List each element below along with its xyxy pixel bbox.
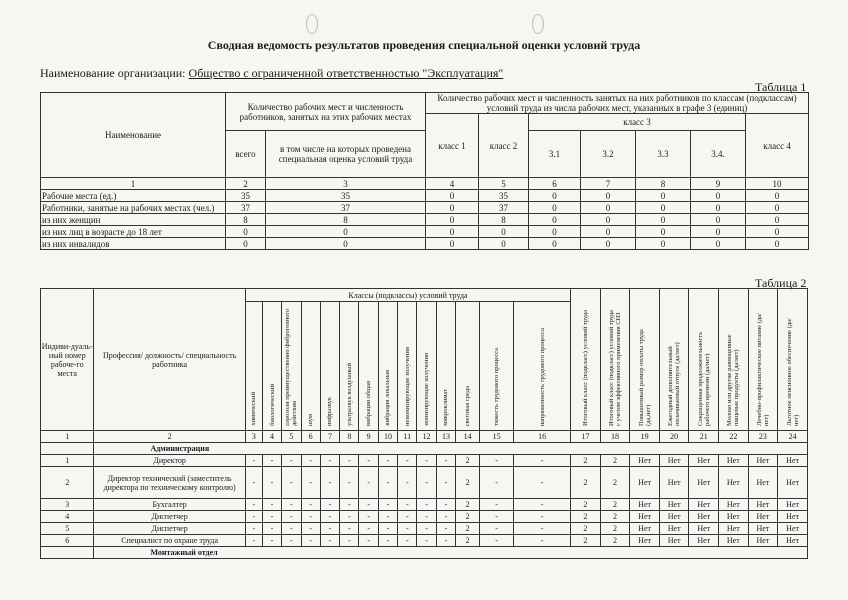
extra-value: Нет [748, 511, 778, 523]
profession-name: Бухгалтер [94, 499, 245, 511]
factor-value: - [480, 455, 514, 467]
factor-value: - [320, 511, 339, 523]
factor-value: - [398, 535, 417, 547]
factor-value: - [378, 511, 397, 523]
column-number: 9 [359, 431, 378, 443]
column-number: 6 [529, 178, 581, 190]
row-label: из них инвалидов [41, 238, 226, 250]
row-value: 0 [266, 238, 426, 250]
factor-value: - [514, 455, 571, 467]
factor-value: - [340, 535, 359, 547]
document-title: Сводная ведомость результатов проведения специальной оценки условий труда [207, 38, 641, 52]
row-value: 0 [529, 190, 581, 202]
factor-value: - [282, 511, 301, 523]
extra-value: 2 [600, 499, 630, 511]
extra-value: Нет [778, 511, 808, 523]
row-value: 0 [691, 214, 746, 226]
column-number: 17 [571, 431, 601, 443]
header-3-3: 3.3 [636, 131, 691, 178]
factor-value: - [359, 511, 378, 523]
column-number: 19 [630, 431, 660, 443]
row-value: 37 [226, 202, 266, 214]
factor-value: - [262, 535, 281, 547]
header-count: Количество рабочих мест и численность работников, занятых на этих рабочих местах [226, 93, 426, 131]
header-class4: класс 4 [746, 114, 809, 178]
factor-value: - [378, 499, 397, 511]
column-number: 18 [600, 431, 630, 443]
header-profession: Профессия/ должность/ специальность работника [94, 289, 245, 431]
table2-caption: Таблица 2 [755, 276, 807, 290]
factor-header: ионизирующие излучения [417, 302, 436, 431]
header-final-class: Итоговый класс (подкласс) условий труда [571, 289, 601, 431]
column-number: 8 [340, 431, 359, 443]
column-number: 7 [320, 431, 339, 443]
extra-value: Нет [719, 499, 749, 511]
extra-value: Нет [689, 455, 719, 467]
factor-value: - [378, 455, 397, 467]
row-value: 0 [529, 226, 581, 238]
row-value: 0 [636, 214, 691, 226]
factor-value: - [480, 511, 514, 523]
extra-value: Нет [630, 499, 660, 511]
factor-value: - [436, 467, 455, 499]
column-number: 20 [659, 431, 689, 443]
column-number: 22 [719, 431, 749, 443]
workplace-id: 6 [41, 535, 94, 547]
extra-value: Нет [719, 535, 749, 547]
factor-value: - [245, 535, 262, 547]
table-row [41, 455, 808, 467]
table-row [41, 523, 808, 535]
factor-value: - [245, 523, 262, 535]
factor-value: - [340, 455, 359, 467]
factor-value: - [245, 467, 262, 499]
row-label: Работники, занятые на рабочих местах (чел.) [41, 202, 226, 214]
factor-value: - [398, 455, 417, 467]
column-number: 15 [480, 431, 514, 443]
factor-value: - [301, 511, 320, 523]
column-number: 1 [41, 431, 94, 443]
factor-value: - [514, 511, 571, 523]
row-value: 0 [266, 226, 426, 238]
row-value: 0 [746, 238, 809, 250]
factor-value: - [480, 523, 514, 535]
workplaces-table [40, 288, 808, 559]
row-label: из них лиц в возрасте до 18 лет [41, 226, 226, 238]
row-value: 0 [691, 190, 746, 202]
factor-value: - [436, 455, 455, 467]
organization-name: Общество с ограниченной ответственностью "Эксплуатация" [188, 66, 504, 80]
factor-value: - [398, 523, 417, 535]
row-value: 0 [581, 226, 636, 238]
extra-value: Нет [748, 467, 778, 499]
factor-value: - [282, 535, 301, 547]
factor-value: - [514, 467, 571, 499]
profession-name: Диспетчер [94, 523, 245, 535]
extra-value: 2 [571, 455, 601, 467]
header-conditions-classes: Классы (подклассы) условий труда [245, 289, 570, 302]
table-row [41, 535, 808, 547]
column-number: 14 [456, 431, 480, 443]
factor-value: - [301, 467, 320, 499]
workplace-id: 2 [41, 467, 94, 499]
factor-value: - [359, 535, 378, 547]
column-number: 6 [301, 431, 320, 443]
workplace-id: 1 [41, 455, 94, 467]
row-value: 0 [636, 238, 691, 250]
table-row [41, 214, 809, 226]
extra-value: Нет [719, 511, 749, 523]
row-value: 0 [636, 202, 691, 214]
extra-value: Нет [689, 535, 719, 547]
factor-value: - [262, 523, 281, 535]
factor-value: - [359, 499, 378, 511]
factor-value: - [282, 499, 301, 511]
table-row [41, 467, 808, 499]
factor-value: - [282, 523, 301, 535]
column-number: 4 [426, 178, 479, 190]
header-milk: Молоко или другие равноценные пищевые продукты (да/нет) [719, 289, 749, 431]
factor-value: - [417, 499, 436, 511]
extra-value: 2 [571, 523, 601, 535]
factor-value: - [320, 523, 339, 535]
factor-value: - [436, 511, 455, 523]
workplace-id: 5 [41, 523, 94, 535]
summary-table [40, 92, 809, 250]
punch-holes [0, 14, 848, 34]
extra-value: Нет [748, 523, 778, 535]
factor-value: - [514, 499, 571, 511]
extra-value: Нет [659, 523, 689, 535]
extra-value: 2 [600, 511, 630, 523]
extra-value: Нет [719, 467, 749, 499]
section-title: Администрация [94, 443, 808, 455]
workplace-id: 4 [41, 511, 94, 523]
extra-value: Нет [630, 535, 660, 547]
extra-value: Нет [778, 523, 808, 535]
column-number: 7 [581, 178, 636, 190]
factor-value: - [398, 511, 417, 523]
row-value: 0 [691, 238, 746, 250]
extra-value: 2 [600, 523, 630, 535]
organization-line [40, 66, 503, 81]
header-total: всего [226, 131, 266, 178]
header-class3: класс 3 [529, 114, 746, 131]
column-number: 4 [262, 431, 281, 443]
column-number: 2 [94, 431, 245, 443]
extra-value: Нет [659, 511, 689, 523]
row-value: 35 [226, 190, 266, 202]
extra-value: Нет [689, 511, 719, 523]
extra-value: 2 [571, 467, 601, 499]
row-value: 0 [426, 238, 479, 250]
column-number: 8 [636, 178, 691, 190]
extra-value: Нет [778, 455, 808, 467]
header-class1: класс 1 [426, 114, 479, 178]
header-therapeutic-food: Лечебно-профилактическое питание (да/нет) [748, 289, 778, 431]
row-value: 0 [426, 202, 479, 214]
factor-header: напряженность трудового процесса [514, 302, 571, 431]
row-value: 0 [226, 238, 266, 250]
factor-value: - [301, 535, 320, 547]
header-3-4: 3.4. [691, 131, 746, 178]
table-row [41, 499, 808, 511]
factor-header: вибрация локальная [378, 302, 397, 431]
factor-value: - [262, 499, 281, 511]
extra-value: Нет [689, 467, 719, 499]
factor-value: - [417, 523, 436, 535]
header-name: Наименование [41, 93, 226, 178]
factor-header: ультразвук воздушный [340, 302, 359, 431]
factor-value: - [480, 467, 514, 499]
extra-value: Нет [778, 499, 808, 511]
header-classes: Количество рабочих мест и численность занятых на них работников по классам (подклассам) условий труда из числа рабочих мест, указанных в графе 3 (единиц) [426, 93, 809, 114]
header-3-2: 3.2 [581, 131, 636, 178]
factor-value: 2 [456, 467, 480, 499]
row-value: 0 [746, 226, 809, 238]
factor-value: - [480, 499, 514, 511]
column-number: 12 [417, 431, 436, 443]
factor-header: шум [301, 302, 320, 431]
extra-value: 2 [571, 499, 601, 511]
punch-hole [306, 14, 318, 34]
row-value: 0 [479, 238, 529, 250]
extra-value: 2 [600, 535, 630, 547]
header-workplace-id: Индиви-дуаль-ный номер рабоче-го места [41, 289, 94, 431]
row-value: 8 [226, 214, 266, 226]
factor-header: инфразвук [320, 302, 339, 431]
table-row [41, 202, 809, 214]
column-number: 5 [479, 178, 529, 190]
column-number: 9 [691, 178, 746, 190]
column-number: 23 [748, 431, 778, 443]
column-numbers-row [41, 178, 809, 190]
extra-value: Нет [719, 455, 749, 467]
factor-value: - [262, 455, 281, 467]
factor-header: химический [245, 302, 262, 431]
row-label: из них женщин [41, 214, 226, 226]
factor-header: тяжесть трудового процесса [480, 302, 514, 431]
row-value: 0 [691, 226, 746, 238]
column-number: 10 [378, 431, 397, 443]
extra-value: Нет [689, 523, 719, 535]
factor-value: - [417, 511, 436, 523]
column-number: 16 [514, 431, 571, 443]
factor-value: - [262, 511, 281, 523]
factor-value: - [301, 499, 320, 511]
row-value: 37 [479, 202, 529, 214]
factor-value: - [378, 523, 397, 535]
factor-header: микроклимат [436, 302, 455, 431]
factor-value: - [340, 523, 359, 535]
row-value: 0 [636, 226, 691, 238]
row-value: 0 [426, 190, 479, 202]
row-value: 0 [581, 190, 636, 202]
factor-value: - [320, 455, 339, 467]
column-number: 1 [41, 178, 226, 190]
profession-name: Директор [94, 455, 245, 467]
workplace-id: 3 [41, 499, 94, 511]
extra-value: Нет [630, 455, 660, 467]
factor-value: - [480, 535, 514, 547]
factor-value: - [320, 467, 339, 499]
row-value: 8 [479, 214, 529, 226]
factor-value: - [301, 455, 320, 467]
factor-value: - [245, 455, 262, 467]
extra-value: Нет [659, 467, 689, 499]
factor-value: - [417, 467, 436, 499]
extra-value: Нет [778, 467, 808, 499]
extra-value: Нет [689, 499, 719, 511]
profession-name: Специалист по охране труда [94, 535, 245, 547]
row-value: 35 [266, 190, 426, 202]
factor-header: световая среда [456, 302, 480, 431]
factor-value: - [301, 523, 320, 535]
row-value: 0 [479, 226, 529, 238]
factor-header: неионизирующие излучения [398, 302, 417, 431]
column-number: 3 [266, 178, 426, 190]
row-value: 0 [636, 190, 691, 202]
extra-value: Нет [630, 467, 660, 499]
section-title: Монтажный отдел [94, 547, 808, 559]
extra-value: Нет [748, 535, 778, 547]
row-value: 0 [581, 238, 636, 250]
extra-value: Нет [659, 455, 689, 467]
table-row [41, 226, 809, 238]
factor-header: вибрация общая [359, 302, 378, 431]
header-final-class-siz: Итоговый класс (подкласс) условий труда с учетом эффективного применения СИЗ [600, 289, 630, 431]
table-row [41, 190, 809, 202]
factor-value: 2 [456, 535, 480, 547]
column-number: 2 [226, 178, 266, 190]
row-value: 37 [266, 202, 426, 214]
row-value: 0 [226, 226, 266, 238]
row-value: 0 [746, 214, 809, 226]
factor-value: - [378, 467, 397, 499]
column-number: 10 [746, 178, 809, 190]
factor-value: - [378, 535, 397, 547]
factor-value: - [417, 535, 436, 547]
extra-value: Нет [630, 511, 660, 523]
factor-value: - [436, 535, 455, 547]
extra-value: 2 [600, 455, 630, 467]
section-row [41, 443, 808, 455]
column-numbers-row [41, 431, 808, 443]
factor-value: - [359, 455, 378, 467]
factor-header: биологический [262, 302, 281, 431]
row-value: 0 [691, 202, 746, 214]
row-value: 0 [746, 190, 809, 202]
factor-value: - [262, 467, 281, 499]
extra-value: Нет [748, 499, 778, 511]
header-extra-leave: Ежегодный дополнительный оплачиваемый отпуск (да/нет) [659, 289, 689, 431]
section-row [41, 547, 808, 559]
extra-value: Нет [778, 535, 808, 547]
extra-value: Нет [630, 523, 660, 535]
row-value: 0 [581, 202, 636, 214]
factor-value: - [514, 535, 571, 547]
row-value: 35 [479, 190, 529, 202]
factor-value: - [245, 499, 262, 511]
factor-value: - [417, 455, 436, 467]
row-value: 0 [426, 226, 479, 238]
factor-value: - [340, 467, 359, 499]
extra-value: 2 [571, 511, 601, 523]
factor-value: 2 [456, 523, 480, 535]
extra-value: Нет [659, 535, 689, 547]
header-reduced-hours: Сокращенная продолжительность рабочего времени (да/нет) [689, 289, 719, 431]
extra-value: Нет [659, 499, 689, 511]
factor-value: - [436, 499, 455, 511]
factor-value: - [282, 455, 301, 467]
table1-caption: Таблица 1 [755, 80, 807, 94]
row-value: 0 [581, 214, 636, 226]
factor-value: - [359, 523, 378, 535]
extra-value: 2 [600, 467, 630, 499]
column-number: 3 [245, 431, 262, 443]
factor-value: 2 [456, 499, 480, 511]
column-number: 11 [398, 431, 417, 443]
extra-value: Нет [748, 455, 778, 467]
profession-name: Директор технический (заместитель директора по техническому контролю) [94, 467, 245, 499]
header-class2: класс 2 [479, 114, 529, 178]
factor-value: - [320, 499, 339, 511]
profession-name: Диспетчер [94, 511, 245, 523]
row-value: 0 [529, 238, 581, 250]
row-value: 0 [426, 214, 479, 226]
column-number: 21 [689, 431, 719, 443]
factor-value: - [282, 467, 301, 499]
extra-value: 2 [571, 535, 601, 547]
factor-value: 2 [456, 455, 480, 467]
organization-label: Наименование организации: [40, 66, 186, 80]
column-number: 5 [282, 431, 301, 443]
factor-value: 2 [456, 511, 480, 523]
row-value: 0 [746, 202, 809, 214]
column-number: 24 [778, 431, 808, 443]
table-row [41, 511, 808, 523]
header-3-1: 3.1 [529, 131, 581, 178]
factor-value: - [398, 499, 417, 511]
factor-value: - [436, 523, 455, 535]
factor-value: - [398, 467, 417, 499]
row-value: 8 [266, 214, 426, 226]
header-pension: Льготное пенсионное обеспечение (да/нет) [778, 289, 808, 431]
punch-hole [532, 14, 544, 34]
factor-value: - [340, 499, 359, 511]
factor-value: - [359, 467, 378, 499]
header-increased-pay: Повышенный размер оплаты труда (да,нет) [630, 289, 660, 431]
table-row [41, 238, 809, 250]
factor-value: - [320, 535, 339, 547]
row-value: 0 [529, 214, 581, 226]
factor-value: - [514, 523, 571, 535]
factor-header: аэрозоли преимущественно фиброгенного действия [282, 302, 301, 431]
factor-value: - [340, 511, 359, 523]
row-value: 0 [529, 202, 581, 214]
header-included: в том числе на которых проведена специальная оценка условий труда [266, 131, 426, 178]
row-label: Рабочие места (ед.) [41, 190, 226, 202]
extra-value: Нет [719, 523, 749, 535]
column-number: 13 [436, 431, 455, 443]
factor-value: - [245, 511, 262, 523]
